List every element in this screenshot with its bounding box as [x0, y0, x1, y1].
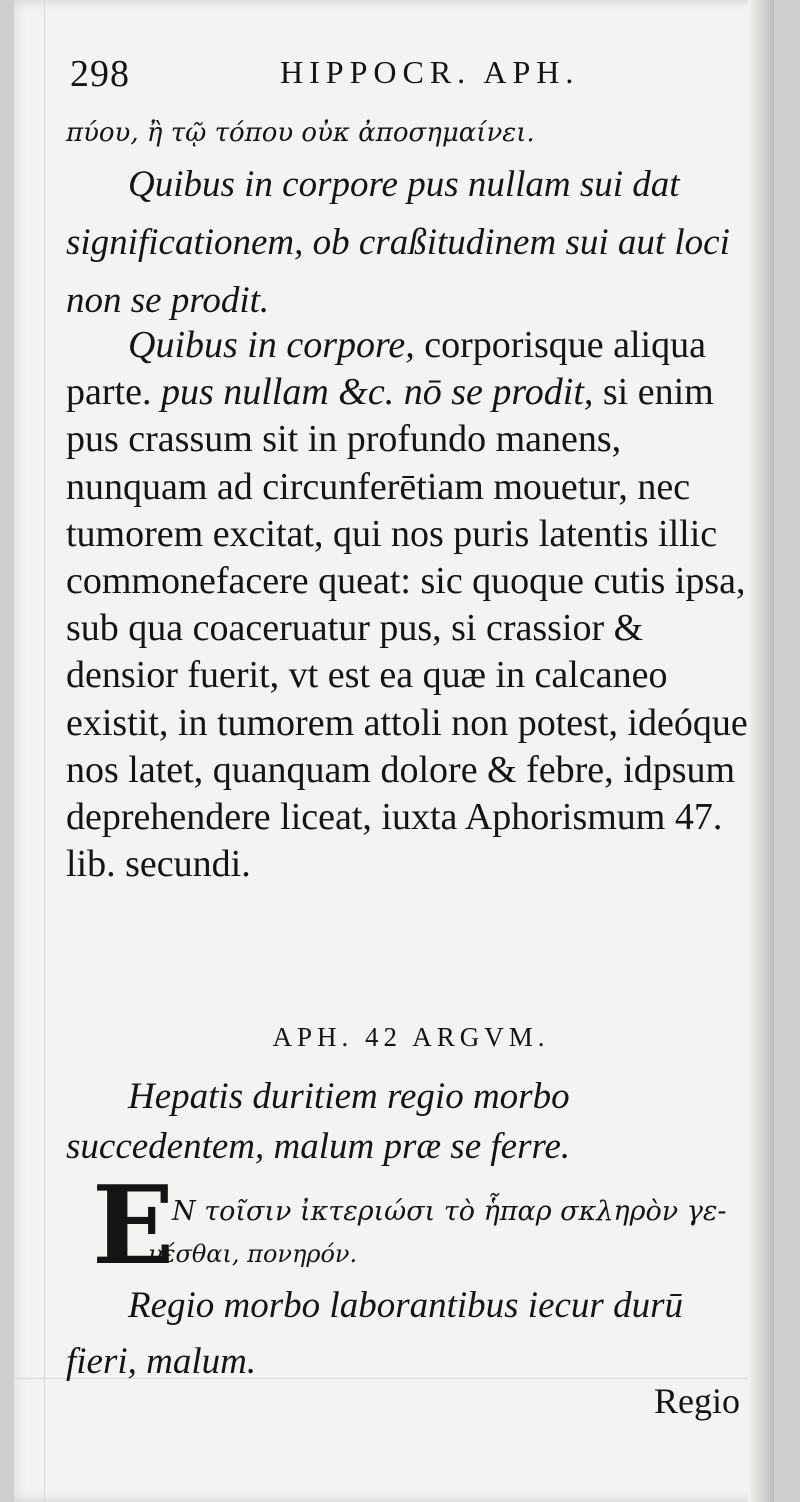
- commentary-roman: corporisque aliqua parte.: [66, 324, 706, 414]
- aphorism-heading: APH. 42 ARGVM.: [272, 1022, 550, 1052]
- aphorism-lemma: Quibus in corpore pus nullam sui dat significationem, ob craßitudinem sui aut loci non se prodit.: [66, 164, 730, 321]
- drop-cap: E: [92, 1163, 175, 1289]
- commentary-body: si enim pus crassum sit in profundo manens, nunquam ad circunferētiam mouetur, nec tumorem excitat, qui nos puris latentis illic commonefacere queat: sic quoque cutis ipsa, sub qua coaceruatur pus, si crassior & densior fuerit, vt est ea quæ in calcaneo existit, in tumorem attoli non potest, ideóque nos latet, quanquam dolore & febre, idpsum deprehendere liceat, iuxta Aphorismum 47. lib. secundi.: [66, 371, 748, 886]
- commentary-paragraph: [66, 322, 756, 888]
- commentary-italic: pus nullam &c. nō se prodit,: [151, 371, 594, 414]
- commentary-lead: Quibus in corpore,: [128, 324, 415, 366]
- greek-text-line: πύου, ἢ τῷ τόπου οὐκ ἀποσημαίνει.: [66, 118, 535, 148]
- book-page: [14, 0, 774, 1502]
- running-head: HIPPOCR. APH.: [280, 54, 580, 90]
- page-header: [58, 42, 758, 102]
- greek-text-line-2b: νέσθαι, πονηρόν.: [148, 1240, 358, 1268]
- page-number: 298: [70, 53, 130, 95]
- aphorism-lemma-2: Hepatis duritiem regio morbo succedentem, malum præ se ferre.: [66, 1076, 571, 1167]
- translation-lemma: Regio morbo laborantibus iecur durū fieri, malum.: [66, 1285, 683, 1382]
- margin-rule: [44, 0, 45, 1502]
- catchword: Regio: [654, 1381, 740, 1421]
- greek-text-line-2a: Ν τοῖσιν ἰκτεριώσι τὸ ἧπαρ σκληρὸν γε-: [172, 1196, 727, 1227]
